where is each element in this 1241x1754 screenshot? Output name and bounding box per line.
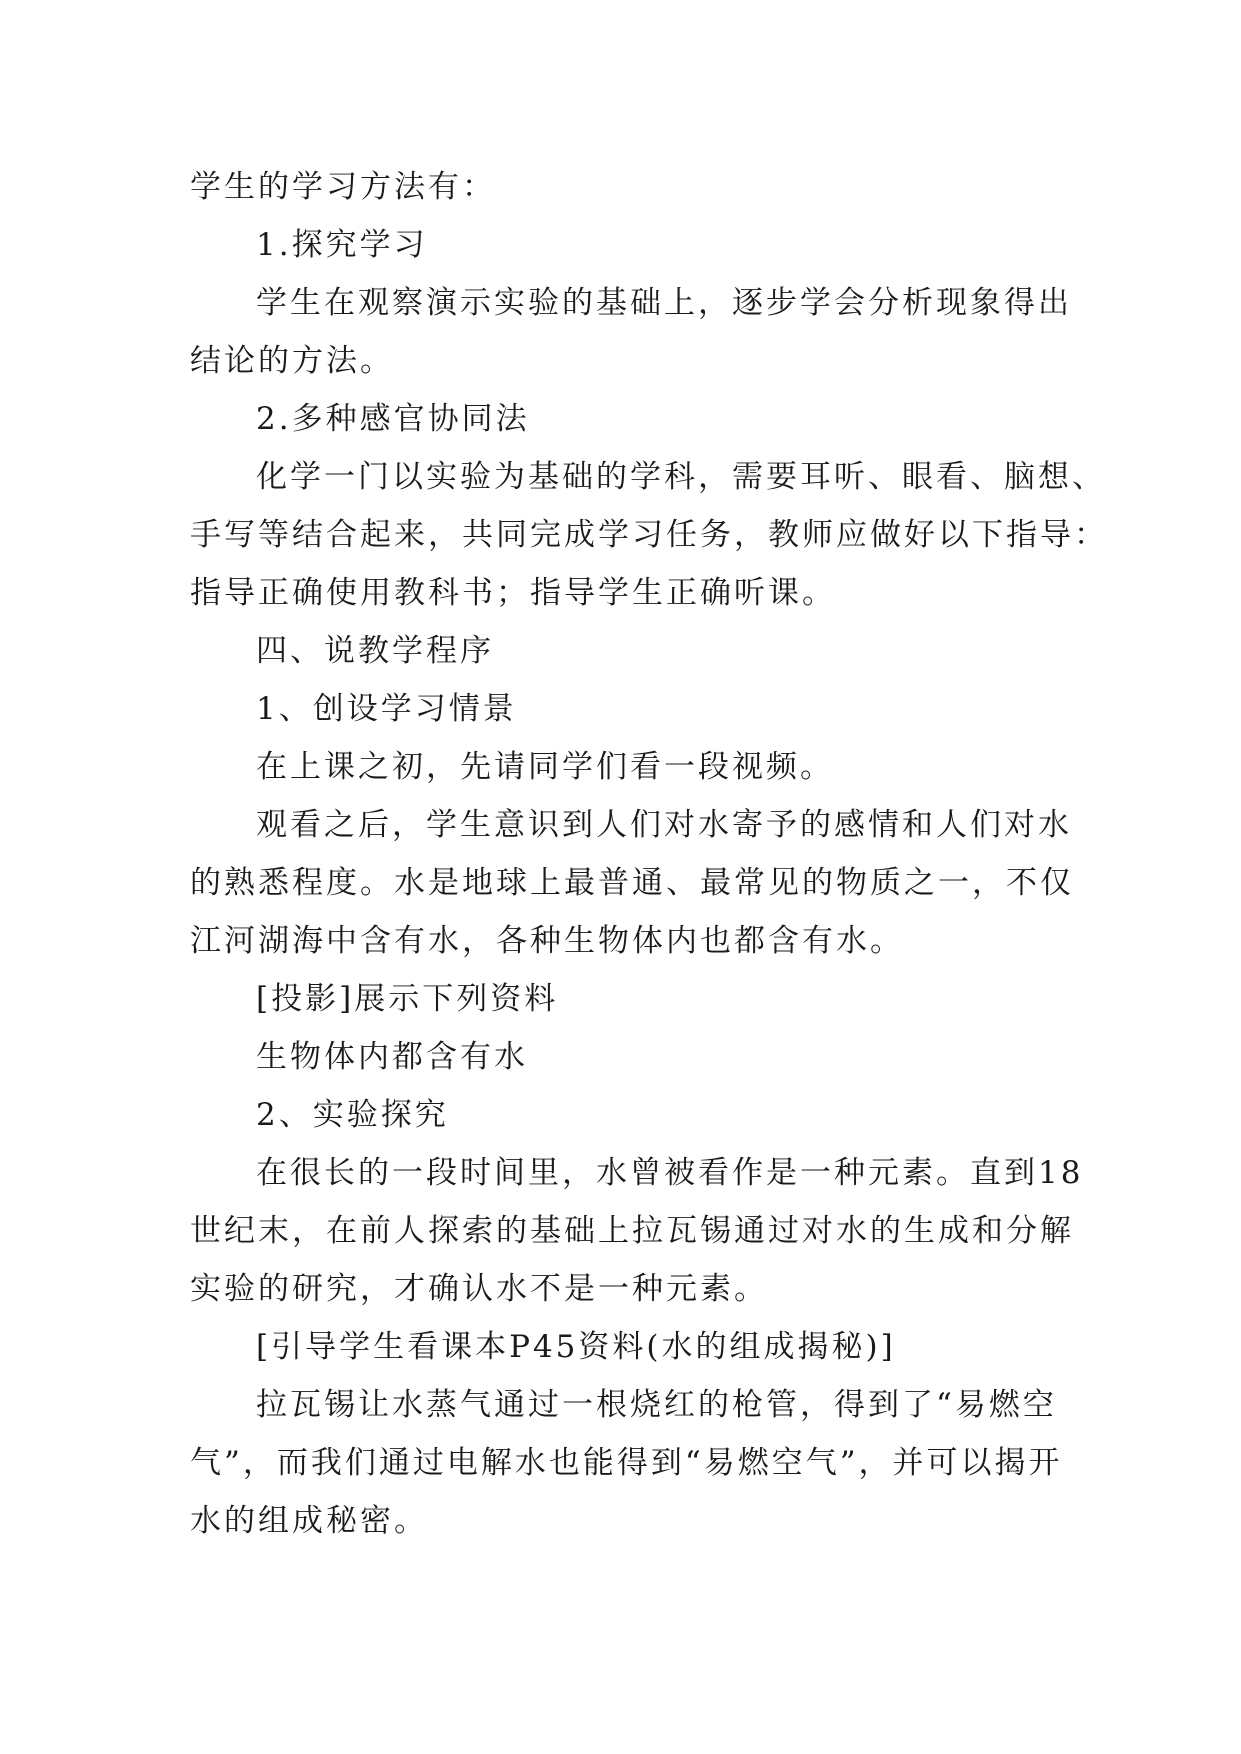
text-line: 学生在观察演示实验的基础上，逐步学会分析现象得出 <box>256 285 1072 321</box>
text-line: 气”，而我们通过电解水也能得到“易燃空气”，并可以揭开 <box>190 1445 1063 1481</box>
text-line: 1、创设学习情景 <box>256 691 517 727</box>
text-line: 手写等结合起来，共同完成学习任务，教师应做好以下指导： <box>190 517 1108 553</box>
text-line: 观看之后，学生意识到人们对水寄予的感情和人们对水 <box>256 807 1072 843</box>
text-line: 指导正确使用教科书；指导学生正确听课。 <box>190 575 836 611</box>
text-line: 世纪末，在前人探索的基础上拉瓦锡通过对水的生成和分解 <box>190 1213 1074 1249</box>
text-line: 拉瓦锡让水蒸气通过一根烧红的枪管，得到了“易燃空 <box>256 1387 1057 1423</box>
text-line: [引导学生看课本P45资料(水的组成揭秘)] <box>256 1329 896 1365</box>
text-line: [投影]展示下列资料 <box>256 981 559 1017</box>
text-line: 化学一门以实验为基础的学科，需要耳听、眼看、脑想、 <box>256 459 1106 495</box>
text-line: 水的组成秘密。 <box>190 1503 428 1539</box>
text-line: 结论的方法。 <box>190 343 394 379</box>
text-line: 江河湖海中含有水，各种生物体内也都含有水。 <box>190 923 904 959</box>
text-line: 在很长的一段时间里，水曾被看作是一种元素。直到18 <box>256 1155 1084 1191</box>
text-line: 生物体内都含有水 <box>256 1039 528 1075</box>
text-line: 2、实验探究 <box>256 1097 449 1133</box>
text-line: 1.探究学习 <box>256 227 428 263</box>
text-line: 的熟悉程度。水是地球上最普通、最常见的物质之一，不仅 <box>190 865 1074 901</box>
text-line: 学生的学习方法有： <box>190 169 496 205</box>
text-line: 在上课之初，先请同学们看一段视频。 <box>256 749 834 785</box>
text-line: 四、说教学程序 <box>256 633 494 669</box>
text-line: 2.多种感官协同法 <box>256 401 530 437</box>
text-line: 实验的研究，才确认水不是一种元素。 <box>190 1271 768 1307</box>
